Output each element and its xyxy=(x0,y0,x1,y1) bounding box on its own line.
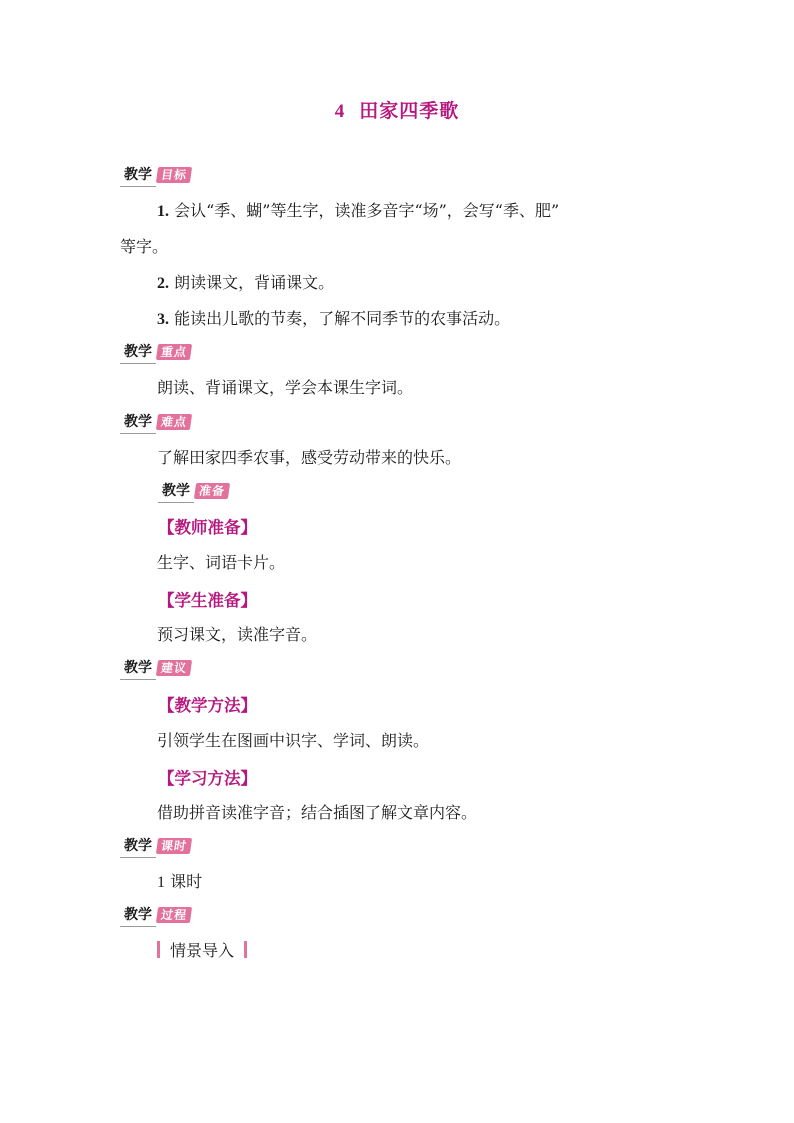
teacher-prep-text: 生字、词语卡片。 xyxy=(157,553,286,572)
tag-difficulty xyxy=(120,411,191,433)
teaching-method-text: 引领学生在图画中识字、学词、朗读。 xyxy=(157,731,430,750)
goal-item-3 xyxy=(157,302,510,337)
learning-method-heading: 【学习方法】 xyxy=(158,769,257,788)
tag-hours xyxy=(120,835,191,857)
goal-item-1-number: 1. xyxy=(157,203,169,220)
goal-item-1 xyxy=(157,194,559,229)
tag-prep xyxy=(158,480,229,502)
tag-hours-badge: 课时 xyxy=(156,838,192,854)
key-text: 朗读、背诵课文，学会本课生字词。 xyxy=(157,378,414,397)
tag-advice-label: 教学 xyxy=(120,657,156,680)
tag-difficulty-badge: 难点 xyxy=(156,414,192,430)
goal-item-2 xyxy=(157,266,334,301)
goal-item-3-number: 3. xyxy=(157,311,169,328)
page-title xyxy=(0,96,794,123)
hours-text xyxy=(157,865,202,900)
learning-method-text: 借助拼音读准字音；结合插图了解文章内容。 xyxy=(157,803,478,822)
hours-unit: 课时 xyxy=(165,872,203,891)
student-prep-heading: 【学生准备】 xyxy=(158,591,257,610)
goal-item-1-continuation: 等字。 xyxy=(120,237,169,256)
lesson-title: 田家四季歌 xyxy=(359,100,460,122)
goal-item-1-text: 会认“季、蝴”等生字，读准多音字“场”，会写“季、肥” xyxy=(169,201,560,220)
goal-item-2-number: 2. xyxy=(157,275,169,292)
tag-advice-badge: 建议 xyxy=(156,660,192,676)
tag-goals-badge: 目标 xyxy=(156,167,192,183)
goal-item-3-text: 能读出儿歌的节奏，了解不同季节的农事活动。 xyxy=(169,309,511,328)
goal-item-2-text: 朗读课文，背诵课文。 xyxy=(169,273,335,292)
process-step-heading xyxy=(157,938,247,961)
difficulty-text: 了解田家四季农事，感受劳动带来的快乐。 xyxy=(157,448,462,467)
step-right-bar xyxy=(244,941,247,958)
tag-hours-label: 教学 xyxy=(120,835,156,858)
tag-process xyxy=(120,904,191,926)
tag-key-label: 教学 xyxy=(120,341,156,364)
process-step-1: 情景导入 xyxy=(170,941,235,960)
tag-prep-label: 教学 xyxy=(158,480,194,503)
tag-key xyxy=(120,341,191,363)
tag-process-label: 教学 xyxy=(120,904,156,927)
lesson-number: 4 xyxy=(334,101,346,122)
tag-process-badge: 过程 xyxy=(156,907,192,923)
tag-goals xyxy=(120,164,191,186)
step-left-bar xyxy=(157,941,160,958)
hours-number: 1 xyxy=(157,874,165,891)
tag-advice xyxy=(120,657,191,679)
tag-key-badge: 重点 xyxy=(156,344,192,360)
tag-difficulty-label: 教学 xyxy=(120,411,156,434)
tag-prep-badge: 准备 xyxy=(194,483,230,499)
tag-goals-label: 教学 xyxy=(120,164,156,187)
teacher-prep-heading: 【教师准备】 xyxy=(158,518,257,537)
teaching-method-heading: 【教学方法】 xyxy=(158,696,257,715)
student-prep-text: 预习课文，读准字音。 xyxy=(157,625,318,644)
